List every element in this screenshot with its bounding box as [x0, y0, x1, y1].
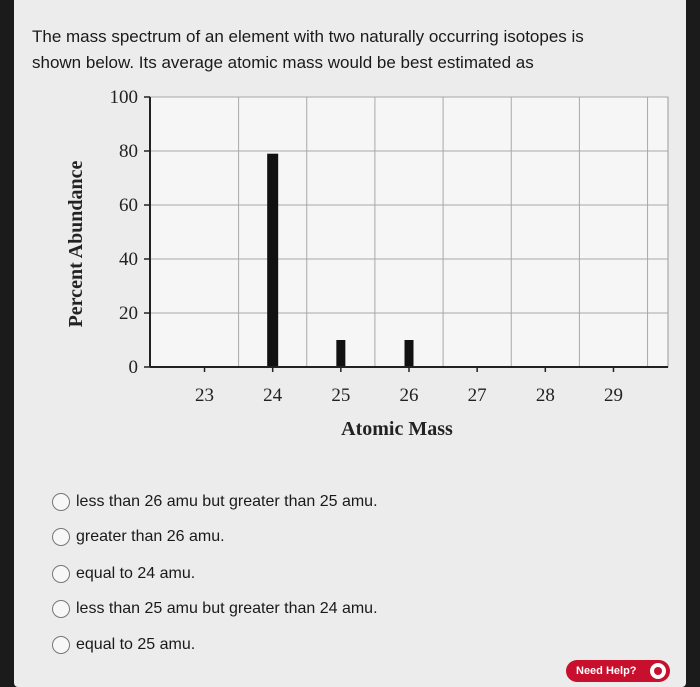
bar [405, 340, 414, 367]
x-tick-label: 26 [399, 385, 419, 406]
option-label: less than 26 amu but greater than 25 amu. [76, 493, 378, 510]
option-4[interactable] [52, 595, 472, 623]
option-label: equal to 25 amu. [76, 636, 196, 653]
option-label: greater than 26 amu. [76, 528, 225, 545]
radio-icon[interactable] [52, 600, 70, 618]
question-line-1: The mass spectrum of an element with two naturally occurring isotopes is [32, 27, 584, 46]
option-2[interactable] [52, 523, 472, 551]
y-tick-label: 0 [128, 357, 138, 378]
bar [336, 340, 345, 367]
y-tick-label: 40 [119, 249, 138, 270]
need-help-label: Need Help? [576, 665, 637, 677]
y-tick-label: 100 [109, 87, 138, 108]
x-axis-title: Atomic Mass [341, 418, 453, 440]
option-label: less than 25 amu but greater than 24 amu. [76, 600, 378, 617]
y-axis-title: Percent Abundance [65, 160, 87, 328]
x-tick-label: 24 [263, 385, 283, 406]
option-5[interactable] [52, 631, 472, 659]
y-tick-label: 60 [119, 195, 138, 216]
x-tick-label: 25 [331, 385, 351, 406]
question-line-2: shown below. Its average atomic mass would be best estimated as [32, 53, 534, 72]
need-help-button[interactable] [566, 660, 670, 682]
radio-icon[interactable] [52, 636, 70, 654]
radio-icon[interactable] [52, 493, 70, 511]
x-tick-label: 28 [535, 385, 555, 406]
y-tick-label: 80 [119, 141, 138, 162]
y-tick-label: 20 [119, 303, 138, 324]
option-label: equal to 24 amu. [76, 565, 196, 582]
help-bubble-icon [650, 663, 666, 679]
x-tick-label: 29 [603, 385, 623, 406]
x-tick-label: 23 [195, 385, 215, 406]
mass-spectrum-chart [14, 0, 686, 460]
radio-icon[interactable] [52, 565, 70, 583]
option-1[interactable] [52, 488, 472, 516]
chart-grid [150, 97, 668, 367]
plot-area [150, 97, 668, 367]
screen [14, 0, 686, 687]
radio-icon[interactable] [52, 528, 70, 546]
option-3[interactable] [52, 560, 472, 588]
bar [267, 154, 278, 367]
x-tick-label: 27 [467, 385, 487, 406]
